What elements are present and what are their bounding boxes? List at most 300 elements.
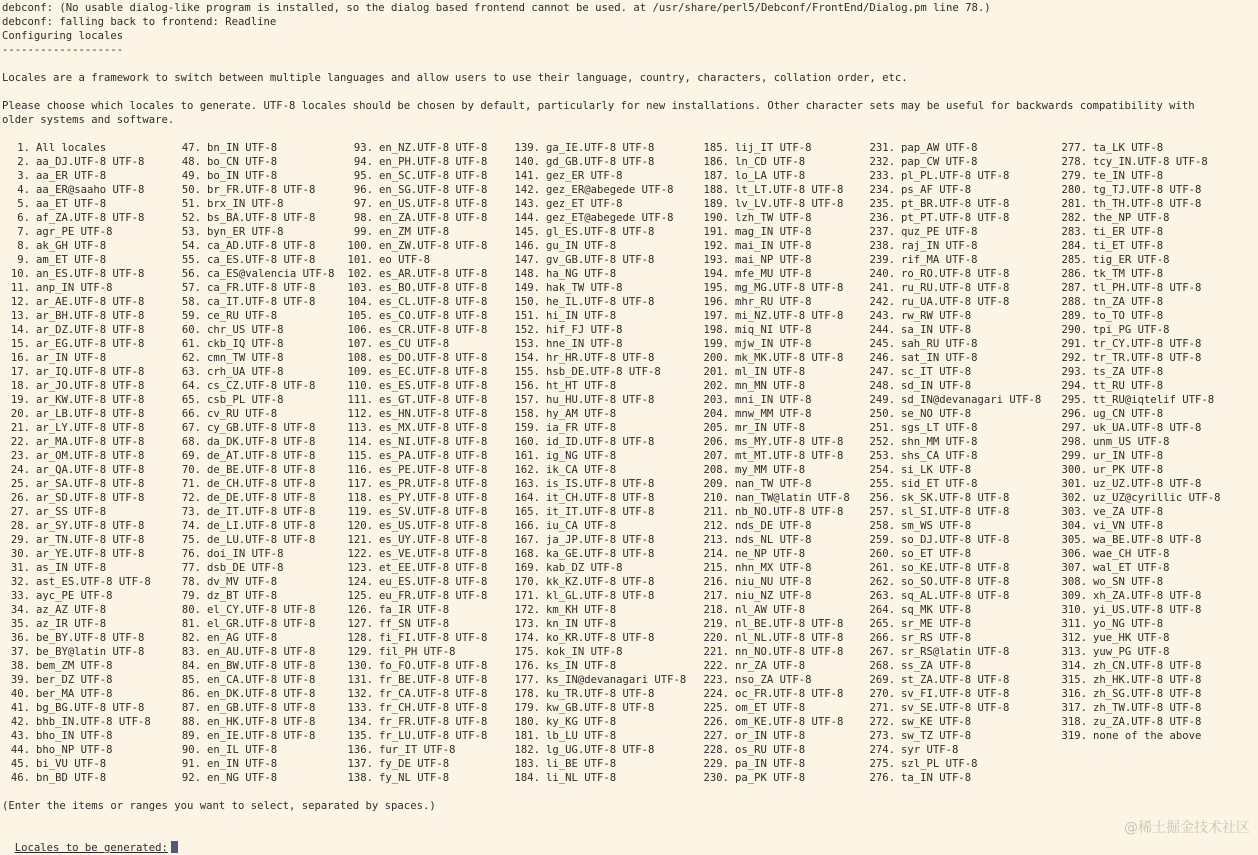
locale-option-label: hak_TW UTF-8: [546, 282, 623, 294]
locale-option-number: 202.: [703, 380, 729, 392]
locale-option: [0, 323, 171, 337]
locale-option: [510, 295, 699, 309]
locale-option-number: 109.: [347, 366, 373, 378]
locale-option-number: 288.: [1061, 296, 1087, 308]
locale-option-label: shn_MM UTF-8: [901, 436, 978, 448]
locale-option: [510, 617, 699, 631]
locale-option-label: br_FR.UTF-8 UTF-8: [207, 184, 316, 196]
locale-option-label: el_GR.UTF-8 UTF-8: [207, 618, 316, 630]
locale-option-label: en_ZM UTF-8: [379, 226, 450, 238]
locale-option-number: 172.: [514, 604, 540, 616]
locale-option-number: 229.: [703, 758, 729, 770]
locale-option-number: 165.: [514, 506, 540, 518]
locale-option: [865, 225, 1057, 239]
locale-option: [171, 659, 343, 673]
locale-option-number: 122.: [347, 548, 373, 560]
locale-option-number: 44.: [10, 744, 30, 756]
locale-option: [1057, 561, 1257, 575]
locale-option-number: 171.: [514, 590, 540, 602]
locale-option-label: dsb_DE UTF-8: [207, 562, 284, 574]
locale-option: [1057, 407, 1257, 421]
locale-option: [343, 365, 510, 379]
locale-option: [0, 337, 171, 351]
locale-option: [171, 449, 343, 463]
locale-option-number: 120.: [347, 520, 373, 532]
locale-option-label: ca_IT.UTF-8 UTF-8: [207, 296, 316, 308]
locale-option: [699, 519, 865, 533]
locale-option-label: nb_NO.UTF-8 UTF-8: [735, 506, 844, 518]
locale-option-label: es_CU UTF-8: [379, 338, 450, 350]
locale-option-number: 291.: [1061, 338, 1087, 350]
locale-option-number: 15.: [10, 338, 30, 350]
locale-option-number: 207.: [703, 450, 729, 462]
locale-option: [343, 491, 510, 505]
locale-list: [0, 141, 1257, 785]
locale-option-number: 290.: [1061, 324, 1087, 336]
locale-option-label: an_ES.UTF-8 UTF-8: [36, 268, 145, 280]
locale-option: [171, 477, 343, 491]
locale-option-number: 187.: [703, 170, 729, 182]
locale-option-number: 259.: [869, 534, 895, 546]
locale-option-label: yue_HK UTF-8: [1093, 632, 1170, 644]
locale-column: [510, 141, 699, 785]
locale-option-label: aa_ET UTF-8: [36, 198, 107, 210]
locale-option: [699, 547, 865, 561]
locale-option-label: pa_IN UTF-8: [735, 758, 806, 770]
locale-option: [0, 183, 171, 197]
locale-option-number: 83.: [181, 646, 201, 658]
locale-option-number: 18.: [10, 380, 30, 392]
locale-option: [699, 701, 865, 715]
locale-option-number: 65.: [181, 394, 201, 406]
locale-option: [0, 463, 171, 477]
locale-option-number: 243.: [869, 310, 895, 322]
locale-option-label: bn_BD UTF-8: [36, 772, 107, 784]
locale-option: [699, 743, 865, 757]
locale-option-number: 161.: [514, 450, 540, 462]
locale-option: [0, 393, 171, 407]
locale-option-label: wae_CH UTF-8: [1093, 548, 1170, 560]
locale-option-label: ga_IE.UTF-8 UTF-8: [546, 142, 655, 154]
locale-option-label: ia_FR UTF-8: [546, 422, 617, 434]
locale-option-number: 118.: [347, 492, 373, 504]
locale-option-number: 235.: [869, 198, 895, 210]
locale-option-label: zh_TW.UTF-8 UTF-8: [1093, 702, 1202, 714]
locale-option-number: 188.: [703, 184, 729, 196]
locale-option: [865, 155, 1057, 169]
locale-option: [699, 687, 865, 701]
locale-option-number: 301.: [1061, 478, 1087, 490]
locale-option-number: 244.: [869, 324, 895, 336]
locale-option-label: ar_DZ.UTF-8 UTF-8: [36, 324, 145, 336]
locale-option: [1057, 449, 1257, 463]
locale-option-label: fil_PH UTF-8: [379, 646, 456, 658]
locale-option-label: gez_ET@abegede UTF-8: [546, 212, 674, 224]
locale-option-label: ar_SD.UTF-8 UTF-8: [36, 492, 145, 504]
locale-option-label: sl_SI.UTF-8 UTF-8: [901, 506, 1010, 518]
locale-option-number: 133.: [347, 702, 373, 714]
locale-option-number: 100.: [347, 240, 373, 252]
locale-option-number: 53.: [181, 226, 201, 238]
locale-option: [1057, 659, 1257, 673]
locale-option-label: de_BE.UTF-8 UTF-8: [207, 464, 316, 476]
locale-option-label: km_KH UTF-8: [546, 604, 617, 616]
locale-option-label: wa_BE.UTF-8 UTF-8: [1093, 534, 1202, 546]
locale-option-label: sa_IN UTF-8: [901, 324, 972, 336]
locale-option-number: 209.: [703, 478, 729, 490]
locale-option: [0, 435, 171, 449]
locale-option-label: nds_DE UTF-8: [735, 520, 812, 532]
locale-option-number: 19.: [10, 394, 30, 406]
terminal-header-output: [2, 1, 1258, 141]
locale-option-label: ckb_IQ UTF-8: [207, 338, 284, 350]
locale-option: [0, 421, 171, 435]
locale-option-number: 230.: [703, 772, 729, 784]
locale-option: [510, 659, 699, 673]
locale-option-label: en_DK.UTF-8 UTF-8: [207, 688, 316, 700]
locale-option: [510, 729, 699, 743]
locale-option-label: gl_ES.UTF-8 UTF-8: [546, 226, 655, 238]
locale-option: [510, 183, 699, 197]
locale-option-number: 274.: [869, 744, 895, 756]
locale-option-number: 215.: [703, 562, 729, 574]
locale-option-label: fo_FO.UTF-8 UTF-8: [379, 660, 488, 672]
locale-option: [510, 491, 699, 505]
locale-option-number: 293.: [1061, 366, 1087, 378]
locale-option-label: es_SV.UTF-8 UTF-8: [379, 506, 488, 518]
locale-option-label: zh_HK.UTF-8 UTF-8: [1093, 674, 1202, 686]
locale-option-label: ast_ES.UTF-8 UTF-8: [36, 576, 151, 588]
locale-option: [171, 337, 343, 351]
locale-option: [343, 225, 510, 239]
locale-option-label: mnw_MM UTF-8: [735, 408, 812, 420]
locale-option: [510, 519, 699, 533]
locale-option-label: aa_ER UTF-8: [36, 170, 107, 182]
locale-option: [1057, 715, 1257, 729]
locale-option: [1057, 281, 1257, 295]
locale-option: [171, 225, 343, 239]
locale-option-number: 185.: [703, 142, 729, 154]
locale-prompt[interactable]: [2, 827, 178, 855]
locale-option: [865, 421, 1057, 435]
locale-option: [510, 463, 699, 477]
locale-option-label: gez_ER@abegede UTF-8: [546, 184, 674, 196]
locale-option-number: 96.: [353, 184, 373, 196]
locale-option: [1057, 673, 1257, 687]
locale-option-number: 200.: [703, 352, 729, 364]
locale-option-number: 193.: [703, 254, 729, 266]
locale-option-number: 7.: [17, 226, 30, 238]
terminal-line: Locales are a framework to switch between multiple languages and allow users to use their language, country, characters, collation order, etc.: [2, 72, 908, 84]
locale-option-number: 12.: [10, 296, 30, 308]
locale-option-label: ar_OM.UTF-8 UTF-8: [36, 450, 145, 462]
locale-option-number: 249.: [869, 394, 895, 406]
locale-option: [343, 575, 510, 589]
locale-option-label: hu_HU.UTF-8 UTF-8: [546, 394, 655, 406]
locale-option: [171, 771, 343, 785]
locale-option-label: am_ET UTF-8: [36, 254, 107, 266]
locale-option-label: es_DO.UTF-8 UTF-8: [379, 352, 488, 364]
locale-option: [1057, 421, 1257, 435]
locale-option-label: so_DJ.UTF-8 UTF-8: [901, 534, 1010, 546]
locale-option-number: 92.: [181, 772, 201, 784]
locale-option-label: he_IL.UTF-8 UTF-8: [546, 296, 655, 308]
locale-option: [343, 211, 510, 225]
locale-option: [865, 519, 1057, 533]
locale-option-label: bn_IN UTF-8: [207, 142, 278, 154]
locale-option: [865, 463, 1057, 477]
locale-option-number: 263.: [869, 590, 895, 602]
locale-option-label: none of the above: [1093, 730, 1202, 742]
locale-option-number: 153.: [514, 338, 540, 350]
locale-option: [699, 631, 865, 645]
locale-option: [865, 645, 1057, 659]
locale-option: [1057, 141, 1257, 155]
locale-option-label: ber_MA UTF-8: [36, 688, 113, 700]
locale-option: [0, 309, 171, 323]
locale-option-label: os_RU UTF-8: [735, 744, 806, 756]
locale-option-number: 56.: [181, 268, 201, 280]
locale-option-label: mr_IN UTF-8: [735, 422, 806, 434]
locale-option-label: fr_FR.UTF-8 UTF-8: [379, 716, 488, 728]
locale-option: [0, 547, 171, 561]
locale-option-label: pt_BR.UTF-8 UTF-8: [901, 198, 1010, 210]
locale-option-number: 14.: [10, 324, 30, 336]
locale-option: [865, 183, 1057, 197]
locale-option-number: 286.: [1061, 268, 1087, 280]
locale-option-label: aa_ER@saaho UTF-8: [36, 184, 145, 196]
locale-option-label: it_CH.UTF-8 UTF-8: [546, 492, 655, 504]
locale-option-label: en_IL UTF-8: [207, 744, 278, 756]
locale-option-label: de_IT.UTF-8 UTF-8: [207, 506, 316, 518]
locale-option: [0, 365, 171, 379]
locale-option: [865, 673, 1057, 687]
locale-option-number: 147.: [514, 254, 540, 266]
locale-option-label: nan_TW@latin UTF-8: [735, 492, 850, 504]
locale-option-number: 208.: [703, 464, 729, 476]
text-cursor[interactable]: [171, 841, 178, 853]
locale-option-label: bho_NP UTF-8: [36, 744, 113, 756]
locale-option-label: bg_BG.UTF-8 UTF-8: [36, 702, 145, 714]
locale-option: [699, 253, 865, 267]
locale-option-label: tk_TM UTF-8: [1093, 268, 1164, 280]
locale-option-number: 62.: [181, 352, 201, 364]
locale-option: [343, 407, 510, 421]
locale-option-label: et_EE.UTF-8 UTF-8: [379, 562, 488, 574]
locale-option-label: en_HK.UTF-8 UTF-8: [207, 716, 316, 728]
locale-option: [699, 337, 865, 351]
locale-option-number: 216.: [703, 576, 729, 588]
locale-option: [1057, 463, 1257, 477]
locale-option: [343, 239, 510, 253]
locale-option-number: 43.: [10, 730, 30, 742]
locale-option-label: oc_FR.UTF-8 UTF-8: [735, 688, 844, 700]
locale-option: [865, 505, 1057, 519]
locale-option-label: ne_NP UTF-8: [735, 548, 806, 560]
locale-option-number: 63.: [181, 366, 201, 378]
locale-option-label: mni_IN UTF-8: [735, 394, 812, 406]
locale-option-number: 155.: [514, 366, 540, 378]
locale-option-label: so_KE.UTF-8 UTF-8: [901, 562, 1010, 574]
locale-option-number: 157.: [514, 394, 540, 406]
locale-option-number: 140.: [514, 156, 540, 168]
locale-option-number: 48.: [181, 156, 201, 168]
locale-option: [699, 267, 865, 281]
locale-option-label: ar_IQ.UTF-8 UTF-8: [36, 366, 145, 378]
locale-option-label: mfe_MU UTF-8: [735, 268, 812, 280]
locale-option-number: 131.: [347, 674, 373, 686]
locale-option-label: or_IN UTF-8: [735, 730, 806, 742]
locale-option-number: 149.: [514, 282, 540, 294]
locale-option-number: 189.: [703, 198, 729, 210]
locale-option-label: raj_IN UTF-8: [901, 240, 978, 252]
locale-option-label: ar_SS UTF-8: [36, 506, 107, 518]
locale-option-label: es_MX.UTF-8 UTF-8: [379, 422, 488, 434]
locale-option-number: 240.: [869, 268, 895, 280]
locale-option-number: 253.: [869, 450, 895, 462]
locale-option: [699, 715, 865, 729]
terminal-line: debconf: falling back to frontend: Readline: [2, 16, 277, 28]
locale-option-label: yuw_PG UTF-8: [1093, 646, 1170, 658]
locale-option-number: 29.: [10, 534, 30, 546]
locale-option-number: 10.: [10, 268, 30, 280]
locale-option-number: 46.: [10, 772, 30, 784]
locale-option-label: tr_CY.UTF-8 UTF-8: [1093, 338, 1202, 350]
locale-option: [510, 421, 699, 435]
locale-option-number: 278.: [1061, 156, 1087, 168]
locale-option-number: 194.: [703, 268, 729, 280]
locale-option-label: bem_ZM UTF-8: [36, 660, 113, 672]
locale-option-number: 2.: [17, 156, 30, 168]
locale-option-label: ar_SA.UTF-8 UTF-8: [36, 478, 145, 490]
locale-option-number: 267.: [869, 646, 895, 658]
locale-option-label: es_PE.UTF-8 UTF-8: [379, 464, 488, 476]
locale-option-label: to_TO UTF-8: [1093, 310, 1164, 322]
locale-option: [865, 617, 1057, 631]
locale-option-label: sv_SE.UTF-8 UTF-8: [901, 702, 1010, 714]
locale-option-number: 4.: [17, 184, 30, 196]
locale-option: [0, 701, 171, 715]
locale-option: [1057, 701, 1257, 715]
locale-option-number: 226.: [703, 716, 729, 728]
locale-option-label: gez_ET UTF-8: [546, 198, 623, 210]
locale-option: [865, 393, 1057, 407]
locale-option: [699, 183, 865, 197]
locale-option: [510, 589, 699, 603]
locale-option-number: 134.: [347, 716, 373, 728]
locale-option: [510, 225, 699, 239]
locale-option-number: 73.: [181, 506, 201, 518]
locale-option-label: fa_IR UTF-8: [379, 604, 450, 616]
locale-option: [699, 295, 865, 309]
locale-option-label: byn_ER UTF-8: [207, 226, 284, 238]
locale-option-label: hi_IN UTF-8: [546, 310, 617, 322]
locale-option-label: kw_GB.UTF-8 UTF-8: [546, 702, 655, 714]
locale-option-label: de_CH.UTF-8 UTF-8: [207, 478, 316, 490]
locale-option-number: 197.: [703, 310, 729, 322]
locale-option-label: en_US.UTF-8 UTF-8: [379, 198, 488, 210]
locale-option-label: ar_BH.UTF-8 UTF-8: [36, 310, 145, 322]
locale-option-label: sv_FI.UTF-8 UTF-8: [901, 688, 1010, 700]
locale-option-number: 196.: [703, 296, 729, 308]
locale-option-label: nso_ZA UTF-8: [735, 674, 812, 686]
locale-option-number: 102.: [347, 268, 373, 280]
locale-option-label: so_SO.UTF-8 UTF-8: [901, 576, 1010, 588]
locale-option: [1057, 155, 1257, 169]
locale-option: [865, 281, 1057, 295]
locale-option: [1057, 631, 1257, 645]
locale-option-number: 217.: [703, 590, 729, 602]
locale-option: [865, 589, 1057, 603]
locale-option: [343, 141, 510, 155]
locale-option-label: sd_IN@devanagari UTF-8: [901, 394, 1042, 406]
locale-option-label: de_AT.UTF-8 UTF-8: [207, 450, 316, 462]
locale-option: [0, 211, 171, 225]
locale-option-label: lij_IT UTF-8: [735, 142, 812, 154]
locale-option-label: crh_UA UTF-8: [207, 366, 284, 378]
locale-column: [699, 141, 865, 785]
locale-option-number: 305.: [1061, 534, 1087, 546]
locale-option-label: gez_ER UTF-8: [546, 170, 623, 182]
locale-option: [1057, 239, 1257, 253]
prompt-label: Locales to be generated:: [14, 842, 168, 854]
locale-option: [699, 617, 865, 631]
locale-option: [0, 757, 171, 771]
locale-option-number: 307.: [1061, 562, 1087, 574]
locale-option-label: dv_MV UTF-8: [207, 576, 278, 588]
locale-option: [0, 645, 171, 659]
locale-option-number: 87.: [181, 702, 201, 714]
locale-option-label: en_AG UTF-8: [207, 632, 278, 644]
locale-option-label: be_BY@latin UTF-8: [36, 646, 145, 658]
locale-option-number: 57.: [181, 282, 201, 294]
locale-option: [699, 169, 865, 183]
locale-option-label: ar_LY.UTF-8 UTF-8: [36, 422, 145, 434]
locale-option-label: es_ES.UTF-8 UTF-8: [379, 380, 488, 392]
locale-option: [510, 645, 699, 659]
locale-option-number: 192.: [703, 240, 729, 252]
locale-option-label: tig_ER UTF-8: [1093, 254, 1170, 266]
locale-option-number: 231.: [869, 142, 895, 154]
locale-option-label: ti_ER UTF-8: [1093, 226, 1164, 238]
locale-option-label: uz_UZ.UTF-8 UTF-8: [1093, 478, 1202, 490]
locale-option: [0, 197, 171, 211]
locale-option-number: 289.: [1061, 310, 1087, 322]
locale-option-number: 86.: [181, 688, 201, 700]
locale-option: [343, 267, 510, 281]
locale-option-label: sat_IN UTF-8: [901, 352, 978, 364]
locale-option-number: 89.: [181, 730, 201, 742]
locale-option: [1057, 575, 1257, 589]
locale-option-label: lg_UG.UTF-8 UTF-8: [546, 744, 655, 756]
locale-option-label: sgs_LT UTF-8: [901, 422, 978, 434]
locale-option-number: 181.: [514, 730, 540, 742]
locale-option: [510, 477, 699, 491]
locale-option-number: 107.: [347, 338, 373, 350]
locale-option: [171, 295, 343, 309]
locale-option: [1057, 337, 1257, 351]
locale-option: [171, 463, 343, 477]
locale-option-label: cs_CZ.UTF-8 UTF-8: [207, 380, 316, 392]
locale-option-label: gv_GB.UTF-8 UTF-8: [546, 254, 655, 266]
locale-option-label: csb_PL UTF-8: [207, 394, 284, 406]
locale-option-label: ta_LK UTF-8: [1093, 142, 1164, 154]
locale-option-number: 251.: [869, 422, 895, 434]
locale-option-number: 78.: [181, 576, 201, 588]
locale-option-number: 225.: [703, 702, 729, 714]
locale-option-label: es_CO.UTF-8 UTF-8: [379, 310, 488, 322]
locale-option: [699, 323, 865, 337]
